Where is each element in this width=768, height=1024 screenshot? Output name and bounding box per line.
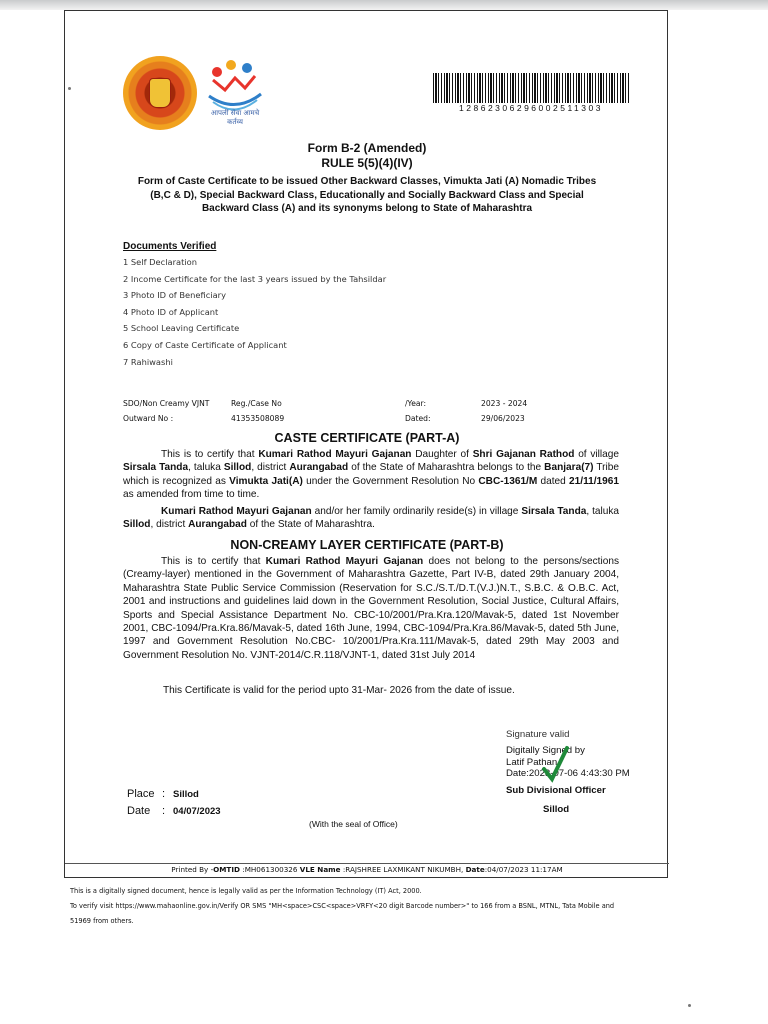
scan-speck bbox=[688, 1004, 691, 1007]
signature-valid: Signature valid bbox=[506, 729, 570, 740]
validity-text: This Certificate is valid for the period upto 31-Mar- 2026 from the date of issue. bbox=[163, 685, 515, 696]
signature-details: Digitally Signed by Latif Pathan Date:2023-07-06 4:43:30 PM bbox=[506, 745, 630, 779]
footer-line-3: 51969 from others. bbox=[70, 917, 134, 925]
outward-label: Outward No : bbox=[123, 414, 174, 423]
part-a-title: CASTE CERTIFICATE (PART-A) bbox=[274, 431, 460, 445]
designation: Sub Divisional Officer bbox=[506, 785, 606, 796]
seal-note: (With the seal of Office) bbox=[309, 819, 398, 829]
reg-case-label: Reg./Case No bbox=[231, 399, 282, 408]
list-item: 5 School Leaving Certificate bbox=[123, 323, 240, 334]
form-title: Form B-2 (Amended) bbox=[307, 141, 427, 155]
date-value: 04/07/2023 bbox=[173, 806, 221, 817]
barcode bbox=[433, 73, 629, 103]
list-item: 1 Self Declaration bbox=[123, 257, 197, 267]
designation-office: Sillod bbox=[543, 804, 570, 815]
scan-edge bbox=[0, 0, 768, 10]
date-separator: : bbox=[162, 805, 166, 817]
list-item: 3 Photo ID of Beneficiary bbox=[123, 290, 226, 301]
maharashtra-seal-icon bbox=[123, 56, 197, 130]
documents-list bbox=[123, 257, 386, 373]
part-b-paragraph: This is to certify that Kumari Rathod Mayuri Gajanan does not belong to the persons/sections (Creamy-layer) mentioned in the Government of Maharashtra Gazette, Part IV-B, dated 29th January 2004, Maharashtra State Public Service Commission (Reservation for S.C./S.T./D.T.(V.J.)N.T., S.B.C. & O.B.C. Act, 2001 and instructions and guidelines laid down in the Government Resolution, Social Justice, Cultural Affairs, Sports and Special Assistance Department No. CBC-10/2001/Pra.Kra.120/Mavak-5, dated 1st November 2001, CBC-1094/Pra.Kra.86/Mavak-5, dated 16th June, 1994, CBC-1094/Pra.Kra.86/Mavak-5, dated 5th June, 1997 and Government Resolution No.CBC- 10/2001/Pra.Kra.111/Mavak-5, dated 29th May 2003 and Government Resolution No. VJNT-2014/C.R.118/VJNT-1, dated 31st July 2014 bbox=[123, 556, 620, 661]
rule-number: RULE 5(5)(4)(IV) bbox=[321, 156, 413, 170]
scan-speck bbox=[68, 87, 71, 90]
outward-value: 41353508089 bbox=[231, 414, 285, 423]
list-item: 6 Copy of Caste Certificate of Applicant bbox=[123, 339, 287, 350]
part-a-paragraph-1: This is to certify that Kumari Rathod Mayuri Gajanan Daughter of Shri Gajanan Rathod of village Sirsala Tanda, taluka Sillod, district Aurangabad of the State of Maharashtra belongs to the Banjara(7) Tribe which is recognized as Vimukta Jati(A) under the Government Resolution No CBC-1361/M dated 21/11/1961 as amended from time to time. bbox=[123, 449, 620, 501]
printed-by: Printed By -OMTID :MH061300326 VLE Name :RAJSHREE LAXMIKANT NIKUMBH, Date:04/07/2023 11:17AM bbox=[65, 863, 669, 874]
place-separator: : bbox=[162, 788, 166, 800]
date-label: Date bbox=[127, 805, 151, 817]
place-label: Place bbox=[127, 788, 155, 800]
barcode-number: 12862306296002511303 bbox=[459, 103, 603, 113]
footer-line-1: This is a digitally signed document, hence is legally valid as per the Information Technology (IT) Act, 2000. bbox=[70, 887, 422, 895]
place-value: Sillod bbox=[173, 789, 199, 800]
part-b-title: NON-CREAMY LAYER CERTIFICATE (PART-B) bbox=[230, 538, 504, 552]
dated-value: 29/06/2023 bbox=[481, 414, 525, 423]
documents-heading: Documents Verified bbox=[123, 241, 217, 252]
office-label: SDO/Non Creamy VJNT bbox=[123, 399, 210, 408]
list-item: 7 Rahiwashi bbox=[123, 356, 173, 367]
logo-caption: आपली सेवा आमचे कर्तव्य bbox=[210, 109, 260, 126]
check-icon bbox=[541, 745, 569, 783]
footer-line-2: To verify visit https://www.mahaonline.gov.in/Verify OR SMS "MH<space>CSC<space>VRFY<20 digit Barcode number>" to 166 from a BSNL, MTNL, Tata Mobile and bbox=[70, 902, 615, 910]
form-subtitle: Form of Caste Certificate to be issued Other Backward Classes, Vimukta Jati (A) Nomadic Tribes (B,C & D), Special Backward Class, Educationally and Socially Backward Class and Special Backward Class (A) and its synonyms belong to State of Maharashtra bbox=[137, 176, 597, 214]
dated-label: Dated: bbox=[405, 414, 431, 423]
list-item: 2 Income Certificate for the last 3 years issued by the Tahsildar bbox=[123, 273, 387, 284]
part-a-paragraph-2: Kumari Rathod Mayuri Gajanan and/or her family ordinarily reside(s) in village Sirsala Tanda, taluka Sillod, district Aurangabad of the State of Maharashtra. bbox=[123, 506, 620, 531]
year-value: 2023 - 2024 bbox=[481, 399, 528, 408]
list-item: 4 Photo ID of Applicant bbox=[123, 306, 219, 317]
certificate-sheet bbox=[64, 10, 668, 878]
year-label: /Year: bbox=[405, 399, 427, 408]
